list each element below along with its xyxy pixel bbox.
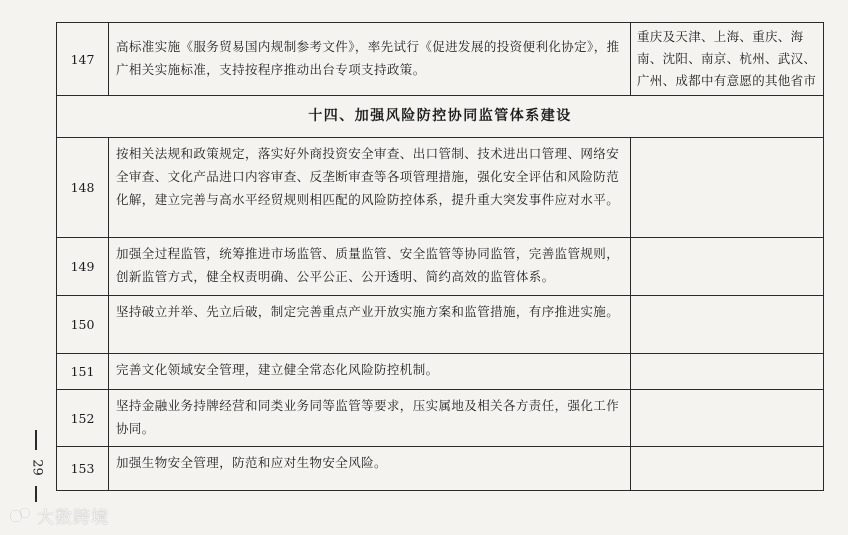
row-region xyxy=(631,390,824,447)
page-number: 29 xyxy=(29,459,45,476)
policy-table xyxy=(56,22,824,491)
watermark xyxy=(8,500,109,530)
table-row xyxy=(57,354,824,390)
table-row xyxy=(57,238,824,296)
row-content: 加强全过程监管，统筹推进市场监管、质量监管、安全监管等协同监管，完善监管规则，创新监管方式，健全权责明确、公平公正、公开透明、简约高效的监管体系。 xyxy=(109,238,631,296)
section-title: 十四、加强风险防控协同监管体系建设 xyxy=(57,96,824,138)
row-number: 151 xyxy=(57,354,109,390)
page-number-marker xyxy=(26,412,46,498)
row-number: 150 xyxy=(57,296,109,354)
row-region xyxy=(631,447,824,491)
row-region xyxy=(631,238,824,296)
row-content: 按相关法规和政策规定，落实好外商投资安全审查、出口管制、技术进出口管理、网络安全审查、文化产品进口内容审查、反垄断审查等各项管理措施，强化安全评估和风险防范化解，建立完善与高水平经贸规则相匹配的风险防控体系，提升重大突发事件应对水平。 xyxy=(109,138,631,238)
row-number: 147 xyxy=(57,23,109,96)
table-row xyxy=(57,390,824,447)
row-number: 152 xyxy=(57,390,109,447)
table-row xyxy=(57,447,824,491)
row-content: 坚持破立并举、先立后破，制定完善重点产业开放实施方案和监管措施，有序推进实施。 xyxy=(109,296,631,354)
row-number: 153 xyxy=(57,447,109,491)
row-content: 加强生物安全管理，防范和应对生物安全风险。 xyxy=(109,447,631,491)
page-number-dash xyxy=(35,430,37,450)
watermark-logo-icon xyxy=(8,504,34,526)
table-row xyxy=(57,296,824,354)
row-number: 149 xyxy=(57,238,109,296)
row-content: 完善文化领域安全管理，建立健全常态化风险防控机制。 xyxy=(109,354,631,390)
table-row xyxy=(57,23,824,96)
row-region xyxy=(631,296,824,354)
row-region xyxy=(631,354,824,390)
row-region: 重庆及天津、上海、重庆、海南、沈阳、南京、杭州、武汉、广州、成都中有意愿的其他省市 xyxy=(631,23,824,96)
watermark-text: 大数跨境 xyxy=(37,507,109,528)
row-content: 高标准实施《服务贸易国内规制参考文件》，率先试行《促进发展的投资便利化协定》，推广相关实施标准，支持按程序推动出台专项支持政策。 xyxy=(109,23,631,96)
section-header-row xyxy=(57,96,824,138)
row-content: 坚持金融业务持牌经营和同类业务同等监管等要求，压实属地及相关各方责任，强化工作协同。 xyxy=(109,390,631,447)
row-region xyxy=(631,138,824,238)
row-number: 148 xyxy=(57,138,109,238)
table-row xyxy=(57,138,824,238)
